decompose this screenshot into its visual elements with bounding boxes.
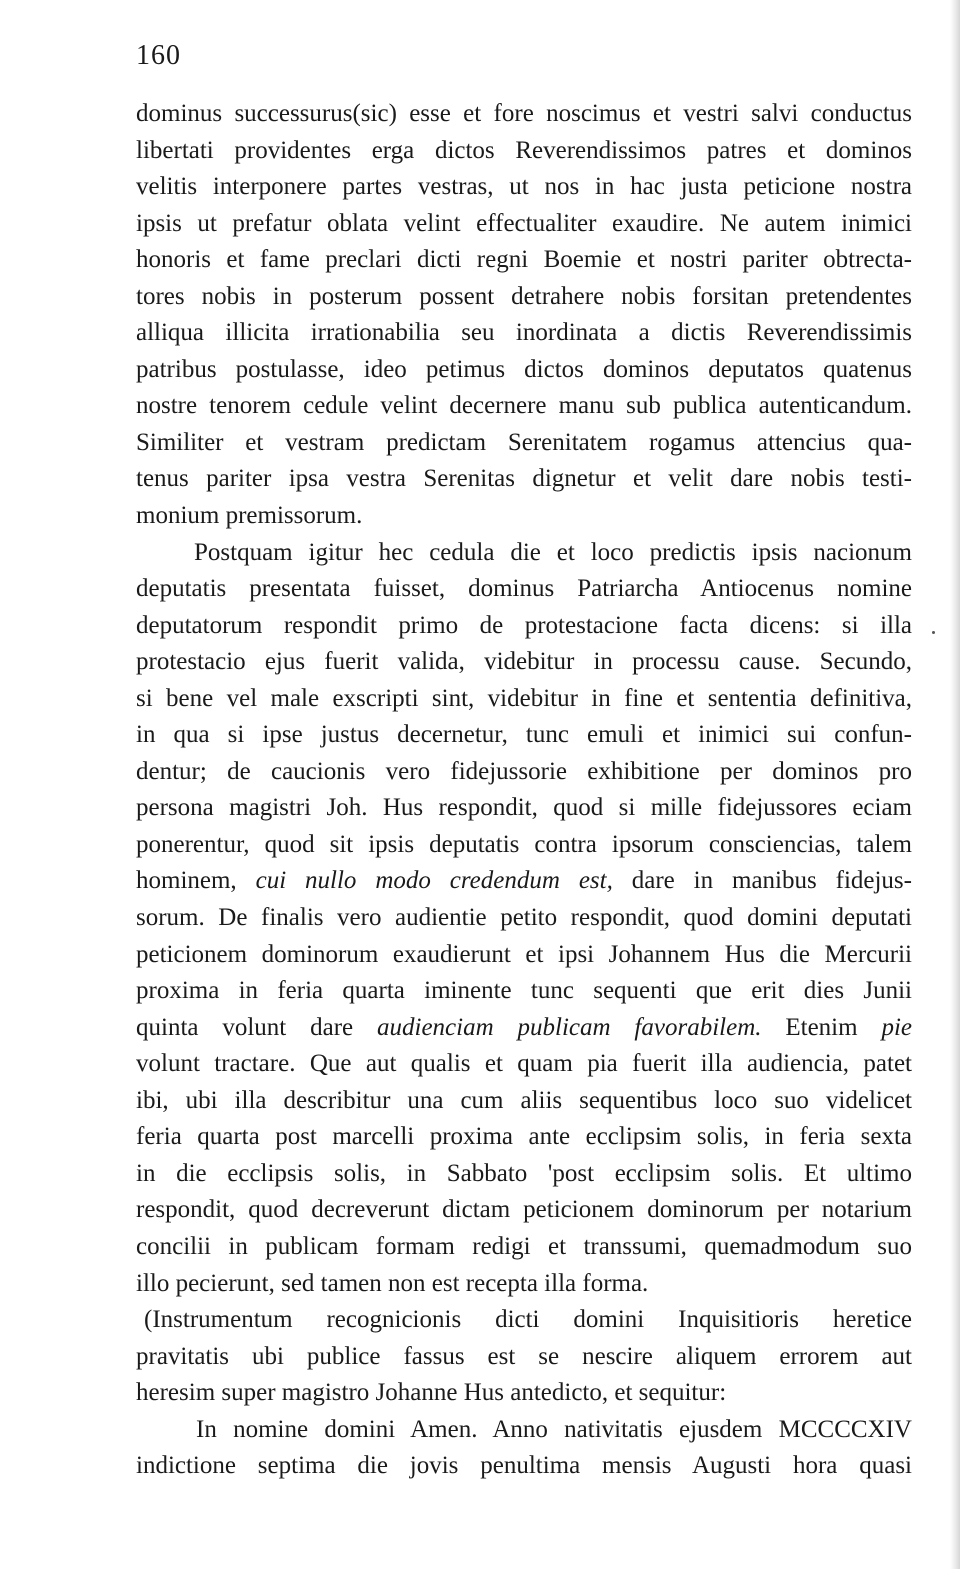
text-line: proxima in feria quarta iminente tunc sequenti que erit dies Junii	[136, 977, 912, 1005]
text-line: deputatorum respondit primo de protestacione facta dicens: si illa	[136, 611, 912, 639]
text-line: tores nobis in posterum possent detrahere nobis forsitan pretendentes	[136, 282, 912, 310]
paragraph-first-line: In nomine domini Amen. Anno nativitatis ejusdem MCCCCXIV	[196, 1415, 912, 1443]
text-line-with-italic	[136, 863, 912, 900]
scan-speck	[932, 631, 935, 634]
text-line: illo pecierunt, sed tamen non est recepta illa forma.	[136, 1269, 649, 1297]
page-number: 160	[136, 40, 181, 71]
text-line: tenus pariter ipsa vestra Serenitas dignetur et velit dare nobis testi-	[136, 465, 912, 493]
page-text-body	[136, 96, 912, 1485]
text-line: libertati providentes erga dictos Reverendissimos patres et dominos	[136, 136, 912, 164]
text-line: ibi, ubi illa describitur una cum aliis sequentibus loco suo videlicet	[136, 1086, 912, 1114]
italic-phrase: audienciam publicam favorabilem.	[377, 1013, 762, 1041]
text-line: alliqua illicita irrationabilia seu inordinata a dictis Reverendissimis	[136, 319, 912, 347]
text-line: volunt tractare. Que aut qualis et quam pia fuerit illa audiencia, patet	[136, 1050, 912, 1078]
text-line: concilii in publicam formam redigi et transsumi, quemadmodum suo	[136, 1232, 912, 1260]
italic-word: pie	[881, 1013, 912, 1041]
text-segment: hominem,	[136, 867, 256, 895]
paragraph-first-line: Postquam igitur hec cedula die et loco predictis ipsis nacionum	[194, 538, 912, 566]
text-line: patribus postulasse, ideo petimus dictos dominos deputatos quatenus	[136, 355, 912, 383]
text-line: protestacio ejus fuerit valida, videbitur in processu cause. Secundo,	[136, 648, 912, 676]
text-line: nostre tenorem cedule velint decernere manu sub publica autenticandum.	[136, 392, 912, 420]
text-line: persona magistri Joh. Hus respondit, quod si mille fidejussores eciam	[136, 794, 912, 822]
text-line: ponerentur, quod sit ipsis deputatis contra ipsorum consciencias, talem	[136, 830, 912, 858]
text-line: respondit, quod decreverunt dictam peticionem dominorum per notarium	[136, 1196, 912, 1224]
text-line: honoris et fame preclari dicti regni Boemie et nostri pariter obtrecta-	[136, 246, 912, 274]
text-line: dentur; de caucionis vero fidejussorie exhibitione per dominos pro	[136, 757, 912, 785]
text-line: pravitatis ubi publice fassus est se nescire aliquem errorem aut	[136, 1342, 912, 1370]
text-line: indictione septima die jovis penultima mensis Augusti hora quasi	[136, 1452, 912, 1480]
text-segment: quinta volunt dare	[136, 1013, 378, 1041]
text-segment: Etenim	[761, 1013, 882, 1041]
scan-edge-shadow	[950, 0, 960, 1569]
text-line: dominus successurus(sic) esse et fore noscimus et vestri salvi conductus	[136, 100, 912, 127]
text-line: Similiter et vestram predictam Serenitatem rogamus attencius qua-	[136, 428, 912, 456]
text-line: in qua si ipse justus decernetur, tunc emuli et inimici sui confun-	[136, 721, 912, 749]
text-line: velitis interponere partes vestras, ut nos in hac justa peticione nostra	[136, 173, 912, 201]
text-line: peticionem dominorum exaudierunt et ipsi Johannem Hus die Mercurii	[136, 940, 912, 968]
paragraph-first-line: (Instrumentum recognicionis dicti domini Inquisitioris heretice	[144, 1306, 912, 1334]
text-line: heresim super magistro Johanne Hus antedicto, et sequitur:	[136, 1379, 727, 1407]
text-segment: dare in manibus fidejus-	[612, 867, 912, 895]
italic-phrase: cui nullo modo credendum est,	[255, 867, 613, 895]
text-line: ipsis ut prefatur oblata velint effectualiter exaudire. Ne autem inimici	[136, 209, 912, 237]
text-line: monium premissorum.	[136, 502, 363, 530]
text-line: si bene vel male exscripti sint, videbitur in fine et sententia definitiva,	[136, 684, 912, 712]
text-line: feria quarta post marcelli proxima ante ecclipsim solis, in feria sexta	[136, 1123, 912, 1151]
text-line: sorum. De finalis vero audientie petito respondit, quod domini deputati	[136, 904, 912, 932]
text-line: in die ecclipsis solis, in Sabbato 'post ecclipsim solis. Et ultimo	[136, 1159, 912, 1187]
text-line-with-italic	[136, 1010, 912, 1047]
text-line: deputatis presentata fuisset, dominus Patriarcha Antiocenus nomine	[136, 575, 912, 603]
